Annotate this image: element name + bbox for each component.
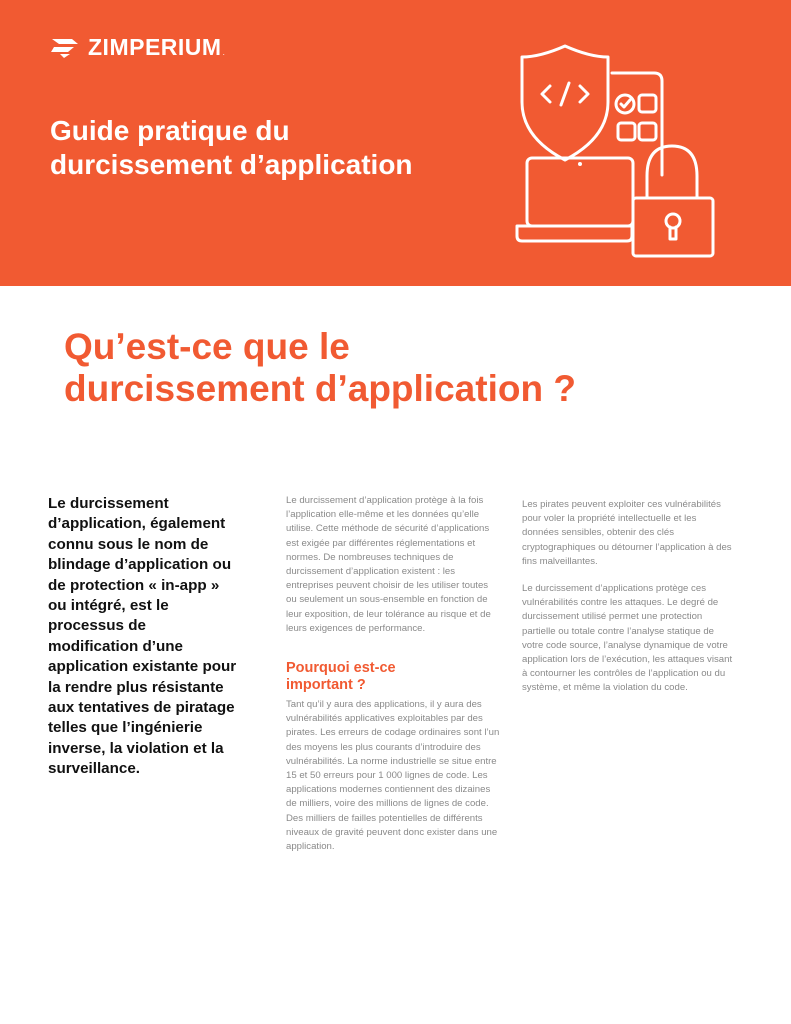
padlock-icon [633,146,713,256]
brand-trademark: . [222,48,225,57]
document-title [50,114,490,182]
main-heading-line1: Qu’est-ce que le [64,326,350,367]
middle-paragraph-2: Tant qu’il y aura des applications, il y aura des vulnérabilités applicatives exploitables par des pirates. Les erreurs de codage ordinaires sont l’un des moyens les plus courants d’introduire des vulnérabilités. La norme industrielle se situe entre 15 et 50 erreurs pour 1 000 lignes de code. Les applications modernes contiennent des dizaines de milliers, voire des millions de lignes de code. Des milliers de failles potentielles de différents niveaux de gravité peuvent donc exister dans une application. [286,699,500,853]
zimperium-logo [50,33,225,61]
section-subheading: Pourquoi est-ce important ? [286,660,396,694]
brand-name: ZIMPERIUM [88,33,222,60]
phone-checklist-icon [612,73,662,175]
laptop-icon [517,158,633,241]
right-paragraph-2: Le durcissement d’applications protège ces vulnérabilités contre les attaques. Le degré de durcissement utilisé permet une protection partielle ou totale contre l’analyse statique de votre code source, l’analyse dynamique de votre application lors de l’exécution, les attaques visant à contourner les contrôles de l’application ou du système, et même la violation du code. [522,583,733,694]
main-heading [64,326,744,410]
right-column [522,498,734,696]
zimperium-logo-icon [50,36,82,58]
shield-code-icon [522,46,608,160]
header-banner [0,0,791,286]
middle-column [286,494,501,854]
lead-paragraph: Le durcissement d’application, également connu sous le nom de blindage d’application ou de protection « in-app » ou intégré, est le processus de modification d’une application existante pour la rendre plus résistante aux tentatives de piratage telles que l’ingénierie inverse, la violation et la surveillance. [48,495,237,778]
middle-paragraph-1: Le durcissement d’application protège à la fois l’application elle-même et les données qu’elle utilise. Cette méthode de sécurité d’applications est exigée par différentes réglementations et normes. De nombreuses techniques de durcissement d’application existent : les entreprises peuvent choisir de les utiliser toutes ou seulement un sous-ensemble en fonction de leur exposition, de leur tolérance au risque et de leurs exigences de performance. [286,495,491,634]
security-illustration [512,40,722,265]
main-heading-line2: durcissement d’application ? [64,368,576,409]
document-title-line2: durcissement d’application [50,149,413,180]
document-title-line1: Guide pratique du [50,115,290,146]
right-paragraph-1: Les pirates peuvent exploiter ces vulnérabilités pour voler la propriété intellectuelle et les données sensibles, obtenir des clés cryptographiques ou détourner l’application à des fins malveillantes. [522,499,732,567]
